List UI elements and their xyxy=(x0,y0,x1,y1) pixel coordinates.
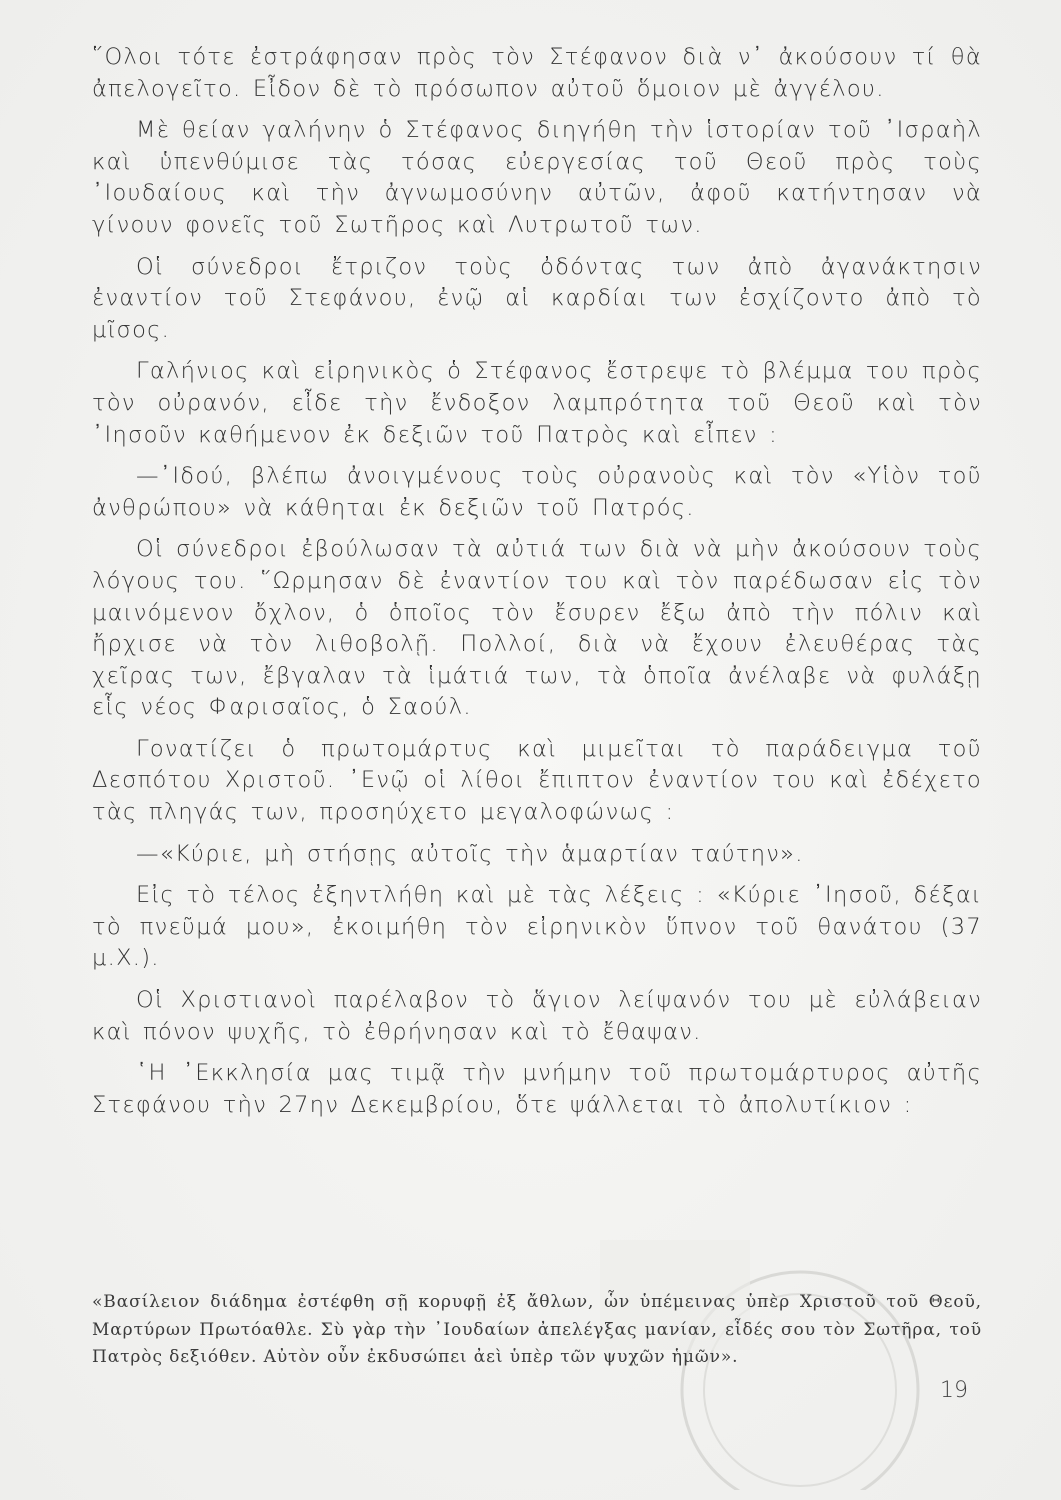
paragraph: Μὲ θείαν γαλήνην ὁ Στέφανος διηγήθη τὴν ἱστορίαν τοῦ ᾿Ισραὴλ καὶ ὑπενθύμισε τὰς τόσας εὐεργεσίας τοῦ Θεοῦ πρὸς τοὺς ᾿Ιουδαίους καὶ τὴν ἀγνωμοσύνην αὐτῶν, ἀφοῦ κατήντησαν νὰ γίνουν φονεῖς τοῦ Σωτῆρος καὶ Λυτρωτοῦ των. xyxy=(92,117,982,238)
paragraph: Γαλήνιος καὶ εἰρηνικὸς ὁ Στέφανος ἔστρεψε τὸ βλέμμα του πρὸς τὸν οὐρανόν, εἶδε τὴν ἔνδοξον λαμπρότητα τοῦ Θεοῦ καὶ τὸν ᾿Ιησοῦν καθήμενον ἐκ δεξιῶν τοῦ Πατρὸς καὶ εἶπεν : xyxy=(92,358,982,448)
main-text xyxy=(92,42,982,1131)
apolytikion-hymn: «Βασίλειον διάδημα ἐστέφθη σῇ κορυφῇ ἐξ ἄθλων, ὧν ὑπέμεινας ὑπὲρ Χριστοῦ τοῦ Θεοῦ, Μαρτύρων Πρωτόαθλε. Σὺ γὰρ τὴν ᾿Ιουδαίων ἀπελέγξας μανίαν, εἶδές σου τὸν Σωτῆρα, τοῦ Πατρὸς δεξιόθεν. Αὐτὸν οὖν ἐκδυσώπει ἀεὶ ὑπὲρ τῶν ψυχῶν ἡμῶν». xyxy=(92,1292,982,1367)
paragraph: Οἱ Χριστιανοὶ παρέλαβον τὸ ἅγιον λείψανόν του μὲ εὐλάβειαν καὶ πόνον ψυχῆς, τὸ ἐθρήνησαν καὶ τὸ ἔθαψαν. xyxy=(92,987,982,1045)
paragraph: Γονατίζει ὁ πρωτομάρτυς καὶ μιμεῖται τὸ παράδειγμα τοῦ Δεσπότου Χριστοῦ. ᾿Ενῷ οἱ λίθοι ἔπιπτον ἐναντίον του καὶ ἐδέχετο τὰς πληγάς των, προσηύχετο μεγαλοφώνως : xyxy=(92,735,982,826)
quotation: —«Κύριε, μὴ στήσῃς αὐτοῖς τὴν ἁμαρτίαν ταύτην». xyxy=(136,840,804,867)
page-number: 19 xyxy=(940,1378,968,1403)
paragraph: Οἱ σύνεδροι ἔτριζον τοὺς ὀδόντας των ἀπὸ ἀγανάκτησιν ἐναντίον τοῦ Στεφάνου, ἐνῷ αἱ καρδίαι των ἐσχίζοντο ἀπὸ τὸ μῖσος. xyxy=(92,253,982,343)
paragraph: ῞Ολοι τότε ἐστράφησαν πρὸς τὸν Στέφανον διὰ ν᾽ ἀκούσουν τί θὰ ἀπελογεῖτο. Εἶδον δὲ τὸ πρόσωπον αὐτοῦ ὅμοιον μὲ ἀγγέλου. xyxy=(92,44,982,102)
paragraph: Εἰς τὸ τέλος ἐξηντλήθη καὶ μὲ τὰς λέξεις : «Κύριε ᾿Ιησοῦ, δέξαι τὸ πνεῦμά μου», ἐκοιμήθη τὸν εἰρηνικὸν ὕπνον τοῦ θανάτου (37 μ.Χ.). xyxy=(92,882,982,972)
paragraph: Οἱ σύνεδροι ἐβούλωσαν τὰ αὐτιά των διὰ νὰ μὴν ἀκούσουν τοὺς λόγους του. ῞Ωρμησαν δὲ ἐναντίον του καὶ τὸν παρέδωσαν εἰς τὸν μαινόμενον ὄχλον, ὁ ὁποῖος τὸν ἔσυρεν ἔξω ἀπὸ τὴν πόλιν καὶ ἤρχισε νὰ τὸν λιθοβολῇ. Πολλοί, διὰ νὰ ἔχουν ἐλευθέρας τὰς χεῖρας των, ἔβγαλαν τὰ ἱμάτιά των, τὰ ὁποῖα ἀνέλαβε νὰ φυλάξῃ εἷς νέος Φαρισαῖος, ὁ Σαούλ. xyxy=(92,536,982,721)
paragraph: ῾Η ᾿Εκκλησία μας τιμᾷ τὴν μνήμην τοῦ πρωτομάρτυρος αὐτῆς Στεφάνου τὴν 27ην Δεκεμβρίου, ὅτε ψάλλεται τὸ ἀπολυτίκιον : xyxy=(92,1060,982,1118)
quotation: —᾿Ιδού, βλέπω ἀνοιγμένους τοὺς οὐρανοὺς καὶ τὸν «Υἱὸν τοῦ ἀνθρώπου» νὰ κάθηται ἐκ δεξιῶν τοῦ Πατρός. xyxy=(92,463,982,521)
